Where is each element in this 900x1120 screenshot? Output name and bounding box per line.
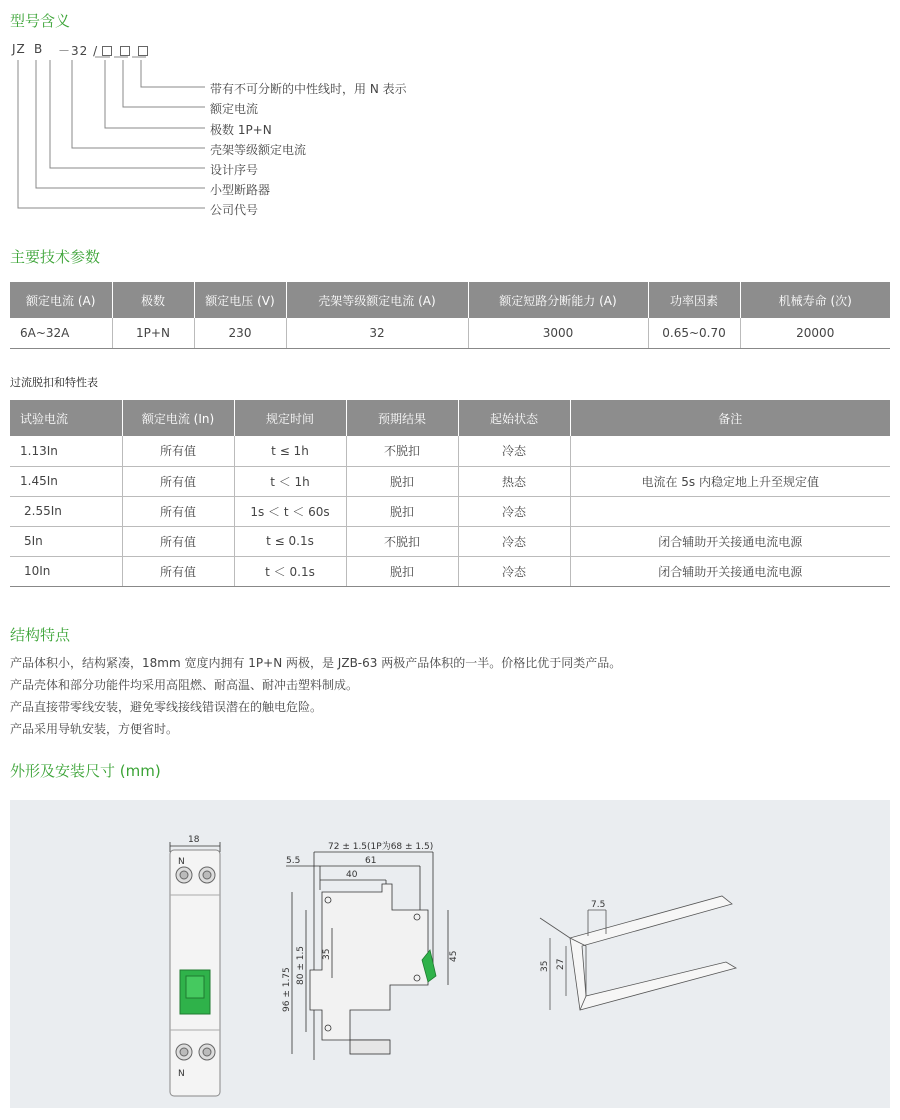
dim-side-40: 40: [346, 870, 358, 880]
table-row: [10, 556, 890, 586]
dim-rail-7-5: 7.5: [591, 900, 606, 910]
table-row: [10, 466, 890, 496]
cell: 3000: [468, 318, 648, 348]
structure-point-2: 产品壳体和部分功能件均采用高阻燃、耐高温、耐冲击塑料制成。: [10, 678, 359, 692]
dim-side-45: 45: [449, 950, 459, 962]
cell: 1.45In: [10, 466, 122, 496]
cell: 230: [194, 318, 286, 348]
cell: 10In: [10, 556, 122, 586]
cell: 热态: [458, 466, 570, 496]
cell: 脱扣: [346, 466, 458, 496]
cell: [570, 436, 890, 466]
cell: 脱扣: [346, 556, 458, 586]
section-title-model: 型号含义: [10, 12, 71, 30]
side-view: [282, 840, 459, 1060]
section-title-params: 主要技术参数: [10, 248, 101, 266]
trip-table: [10, 400, 890, 587]
legend-design-no: 设计序号: [210, 163, 259, 177]
table-row: [10, 526, 890, 556]
dim-side-35: 35: [322, 948, 332, 960]
legend-poles: 极数 1P+N: [210, 123, 272, 137]
cell: 冷态: [458, 526, 570, 556]
th-time: 规定时间: [234, 400, 346, 436]
cell: 5In: [10, 526, 122, 556]
cell: t ＜ 0.1s: [234, 556, 346, 586]
cell: 电流在 5s 内稳定地上升至规定值: [570, 466, 890, 496]
dim-front-width: 18: [188, 835, 200, 845]
cell: t ＜ 1h: [234, 466, 346, 496]
model-code-diagram: [10, 40, 430, 220]
section-title-trip: 过流脱扣和特性表: [10, 376, 98, 389]
dimension-drawing-panel: [10, 800, 890, 1108]
table-row: [10, 318, 890, 348]
th-poles: 极数: [112, 282, 194, 318]
cell: 1.13In: [10, 436, 122, 466]
cell: 1P+N: [112, 318, 194, 348]
th-initial-state: 起始状态: [458, 400, 570, 436]
dim-side-5-5: 5.5: [286, 856, 301, 866]
th-rated-in: 额定电流 (In): [122, 400, 234, 436]
table-row: [10, 496, 890, 526]
legend-mcb: 小型断路器: [210, 183, 271, 197]
cell: 2.55In: [10, 496, 122, 526]
dim-side-96: 96 ± 1.75: [282, 967, 292, 1012]
section-title-dims: 外形及安装尺寸 (mm): [10, 762, 161, 780]
cell: 闭合辅助开关接通电流电源: [570, 556, 890, 586]
th-test-current: 试验电流: [10, 400, 122, 436]
structure-point-3: 产品直接带零线安装，避免零线接线错误潜在的触电危险。: [10, 700, 323, 714]
cell: 所有值: [122, 526, 234, 556]
cell: 不脱扣: [346, 436, 458, 466]
legend-company: 公司代号: [210, 203, 259, 217]
th-breaking-capacity: 额定短路分断能力 (A): [468, 282, 648, 318]
dimension-drawings: [10, 800, 890, 1108]
cell: 32: [286, 318, 468, 348]
cell: 0.65~0.70: [648, 318, 740, 348]
cell: 所有值: [122, 496, 234, 526]
th-rated-current: 额定电流 (A): [10, 282, 112, 318]
cell: 脱扣: [346, 496, 458, 526]
terminal-n-top: N: [178, 857, 185, 867]
cell: t ≤ 0.1s: [234, 526, 346, 556]
terminal-n-bottom: N: [178, 1069, 185, 1079]
cell: 冷态: [458, 496, 570, 526]
front-view: [170, 835, 220, 1096]
cell: 不脱扣: [346, 526, 458, 556]
table-row: [10, 436, 890, 466]
section-title-structure: 结构特点: [10, 626, 71, 644]
th-mechanical-life: 机械寿命 (次): [740, 282, 890, 318]
cell: 冷态: [458, 556, 570, 586]
legend-neutral: 带有不可分断的中性线时，用 N 表示: [210, 82, 407, 96]
cell: 闭合辅助开关接通电流电源: [570, 526, 890, 556]
cell: 冷态: [458, 436, 570, 466]
th-remark: 备注: [570, 400, 890, 436]
code-part-type: B: [34, 42, 44, 56]
dim-rail-27: 27: [556, 958, 566, 970]
th-frame-current: 壳架等级额定电流 (A): [286, 282, 468, 318]
legend-frame-current: 壳架等级额定电流: [210, 143, 307, 157]
cell: 所有值: [122, 556, 234, 586]
dim-side-total: 72 ± 1.5(1P为68 ± 1.5): [328, 842, 434, 852]
dim-rail-35: 35: [540, 960, 550, 972]
code-part-frame: －32 /: [58, 44, 99, 58]
cell: t ≤ 1h: [234, 436, 346, 466]
cell: [570, 496, 890, 526]
cell: 所有值: [122, 466, 234, 496]
trip-header-row: [10, 400, 890, 436]
structure-point-1: 产品体积小，结构紧凑，18mm 宽度内拥有 1P+N 两极，是 JZB-63 两极产品体积的一半。价格比优于同类产品。: [10, 656, 622, 670]
th-result: 预期结果: [346, 400, 458, 436]
th-power-factor: 功率因素: [648, 282, 740, 318]
dim-side-80: 80 ± 1.5: [296, 945, 306, 985]
params-table: [10, 282, 890, 349]
din-rail-view: [540, 896, 736, 1010]
cell: 1s ＜ t ＜ 60s: [234, 496, 346, 526]
cell: 20000: [740, 318, 890, 348]
cell: 6A~32A: [10, 318, 112, 348]
dim-side-61: 61: [365, 856, 377, 866]
params-header-row: [10, 282, 890, 318]
code-part-company: JZ: [12, 42, 26, 56]
th-rated-voltage: 额定电压 (V): [194, 282, 286, 318]
cell: 所有值: [122, 436, 234, 466]
structure-point-4: 产品采用导轨安装，方便省时。: [10, 722, 179, 736]
legend-rated-current: 额定电流: [210, 102, 259, 116]
